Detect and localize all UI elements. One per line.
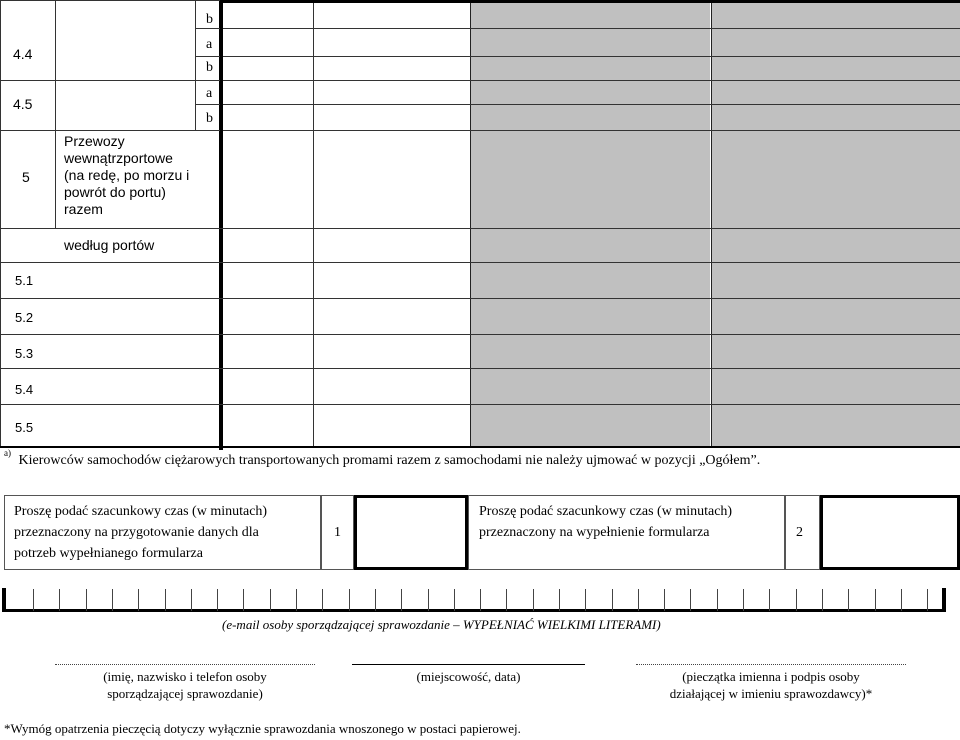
email-cell-divider: [454, 589, 455, 611]
email-cell-divider: [664, 589, 665, 611]
email-cell-divider: [638, 589, 639, 611]
time-prep-input[interactable]: [354, 495, 468, 570]
email-cell-divider: [349, 589, 350, 611]
row-number-4-5: 4.5: [13, 96, 33, 112]
email-cell-divider: [533, 589, 534, 611]
row-number-5-5: 5.5: [15, 420, 34, 435]
row-number-5-2: 5.2: [15, 310, 34, 325]
email-cell-divider: [901, 589, 902, 611]
email-cell-divider: [506, 589, 507, 611]
email-cell-divider: [401, 589, 402, 611]
footnote-marker: a): [4, 448, 11, 458]
email-cell-divider: [217, 589, 218, 611]
sub-letter: b: [206, 111, 213, 126]
time-index-2: 2: [796, 525, 803, 540]
according-to-ports-label: według portów: [64, 237, 155, 253]
time-index-1: 1: [334, 525, 341, 540]
row-number-4-4: 4.4: [13, 46, 33, 62]
signature-caption-stamp: (pieczątka imienna i podpis osoby działającej w imieniu sprawozdawcy)*: [669, 669, 873, 701]
email-cell-divider: [112, 589, 113, 611]
grey-cell-col-2: [712, 0, 960, 448]
email-cell-divider: [322, 589, 323, 611]
email-cell-divider: [296, 589, 297, 611]
email-input[interactable]: [2, 588, 946, 612]
signature-caption-preparer: (imię, nazwisko i telefon osoby sporządzającej sprawozdanie): [103, 669, 267, 701]
email-cell-divider: [375, 589, 376, 611]
signature-line-stamp: [636, 664, 906, 665]
time-fill-input[interactable]: [820, 495, 960, 570]
time-box-prep-text: Proszę podać szacunkowy czas (w minutach) przeznaczony na przygotowanie danych dla potrzeb wypełnianego formularza: [14, 504, 268, 561]
row-number-5-1: 5.1: [15, 273, 34, 288]
email-cell-divider: [191, 589, 192, 611]
footnote-text: Kierowców samochodów ciężarowych transportowanych promami razem z samochodami nie należy ujmować w pozycji „Ogółem”.: [18, 452, 761, 468]
email-cell-divider: [480, 589, 481, 611]
email-cell-divider: [690, 589, 691, 611]
sub-letter: a: [206, 37, 213, 52]
email-cell-divider: [428, 589, 429, 611]
signature-caption-date: (miejscowość, data): [416, 669, 521, 684]
email-cell-divider: [585, 589, 586, 611]
signature-line-date: [352, 664, 585, 665]
row-number-5: 5: [22, 169, 30, 185]
email-cell-divider: [86, 589, 87, 611]
email-cell-divider: [612, 589, 613, 611]
sub-letter: b: [206, 12, 213, 27]
time-box-fill-text: Proszę podać szacunkowy czas (w minutach) przeznaczony na wypełnienie formularza: [479, 504, 733, 540]
sub-letter: a: [206, 86, 213, 101]
email-cell-divider: [270, 589, 271, 611]
email-cell-divider: [796, 589, 797, 611]
grey-cell-col-1: [470, 0, 710, 448]
email-cell-divider: [138, 589, 139, 611]
email-cell-divider: [769, 589, 770, 611]
email-cell-divider: [848, 589, 849, 611]
row-number-5-4: 5.4: [15, 382, 34, 397]
email-cell-divider: [165, 589, 166, 611]
email-cell-divider: [743, 589, 744, 611]
email-cell-divider: [822, 589, 823, 611]
email-cell-divider: [33, 589, 34, 611]
row-5-label: Przewozy wewnątrzportowe (na redę, po morzu i powrót do portu) razem: [64, 133, 190, 217]
email-cell-divider: [875, 589, 876, 611]
bottom-note: *Wymóg opatrzenia pieczęcią dotyczy wyłącznie sprawozdania wnoszonego w postaci papierowej.: [4, 721, 521, 736]
sub-letter: b: [206, 60, 213, 75]
email-cell-divider: [59, 589, 60, 611]
email-cell-divider: [717, 589, 718, 611]
email-cell-divider: [559, 589, 560, 611]
email-cell-divider: [243, 589, 244, 611]
footnote: [4, 450, 760, 469]
email-cell-divider: [927, 589, 928, 611]
email-caption: (e-mail osoby sporządzającej sprawozdanie – WYPEŁNIAĆ WIELKIMI LITERAMI): [222, 617, 661, 632]
row-number-5-3: 5.3: [15, 346, 34, 361]
signature-line-preparer: [55, 664, 315, 665]
